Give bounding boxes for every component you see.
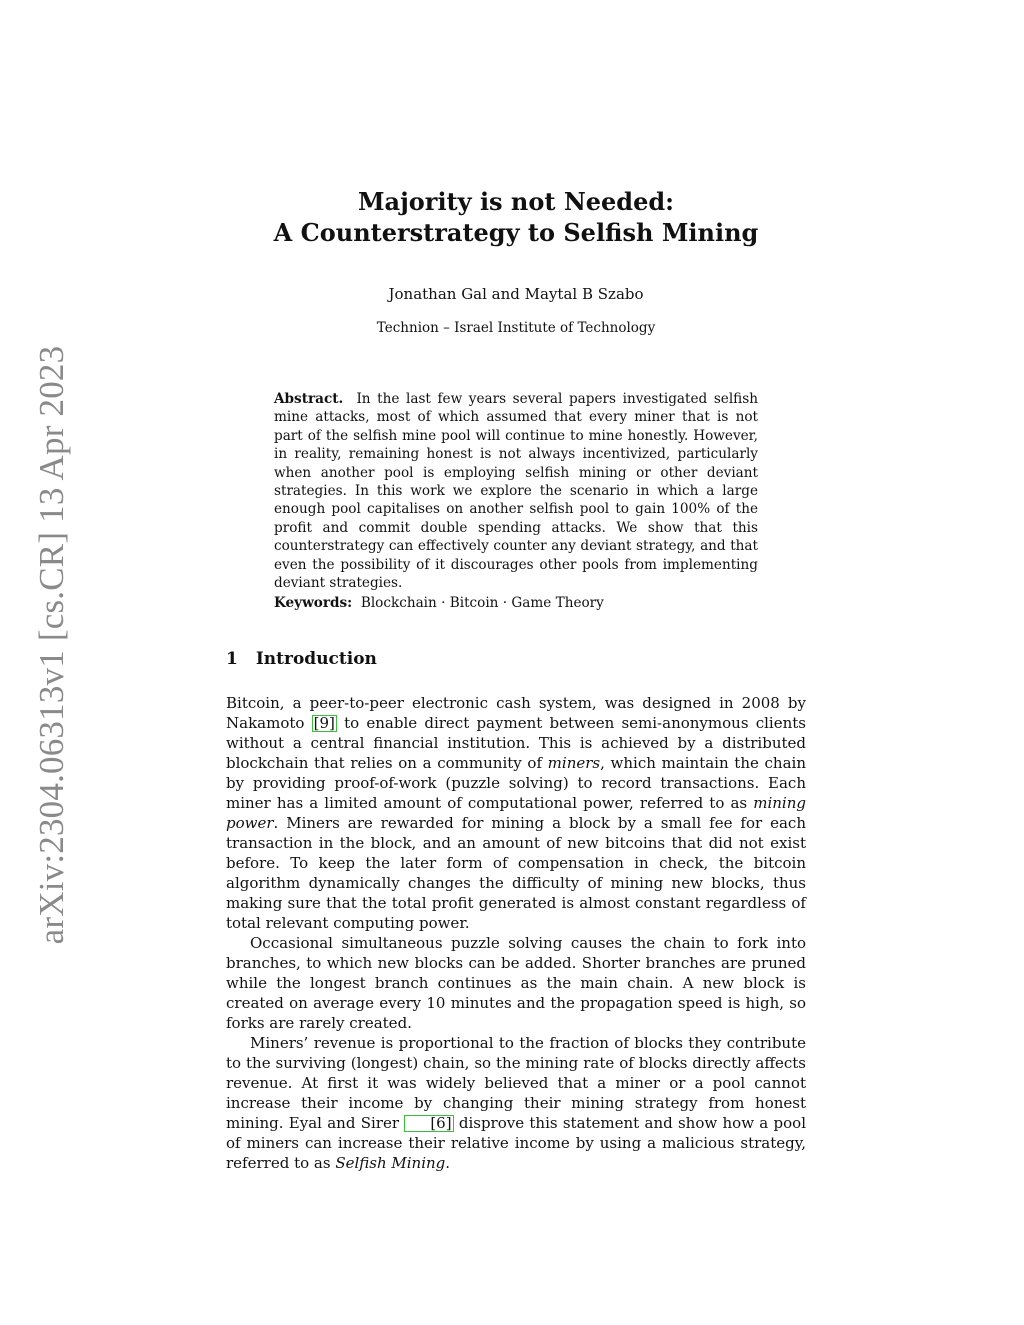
p3-text-a: Miners’ revenue is proportional to the fraction of blocks they contribute to the surviving (longest) chain, so the mining rate of blocks directly affects revenue. At first it was widely believed that a miner or a pool cannot increase their income by changing their mining strategy from honest mining. Eyal and Sirer xyxy=(226,1034,806,1132)
p1-text-a: Bitcoin, a peer-to-peer electronic cash system, was designed in 2008 by Nakamoto xyxy=(226,694,806,732)
title-line-1: Majority is not Needed: xyxy=(357,187,674,216)
p3-emphasis-selfish-mining: Selfish Mining xyxy=(335,1154,446,1172)
p3-text-b: disprove this statement and show how a pool of miners can increase their relative income by using a malicious strategy, referred to as xyxy=(226,1114,806,1172)
section-number: 1 xyxy=(226,649,238,669)
p3-text-c: . xyxy=(445,1154,451,1172)
section-heading-introduction xyxy=(226,649,377,669)
p1-emphasis-miners: miners xyxy=(547,754,601,772)
p1-emphasis-mining-power: mining power xyxy=(226,794,806,832)
paragraph-3 xyxy=(226,1033,806,1173)
paragraph-1 xyxy=(226,693,806,933)
citation-link-6[interactable]: [6] xyxy=(404,1115,453,1132)
p1-text-c: , which maintain the chain by providing proof-of-work (puzzle solving) to record transactions. Each miner has a limited amount of computational power, referred to as xyxy=(226,754,806,812)
abstract-text: In the last few years several papers investigated selfish mine attacks, most of which assumed that every miner that is not part of the selfish mine pool will continue to mine honestly. However, in reality, remaining honest is not always incentivized, particularly when another pool is employing selfish mining or other deviant strategies. In this work we explore the scenario in which a large enough pool capitalises on another selfish pool to gain 100% of the profit and commit double spending attacks. We show that this counterstrategy can effectively counter any deviant strategy, and that even the possibility of it discourages other pools from implementing deviant strategies. xyxy=(274,391,758,592)
paper-title xyxy=(226,186,806,248)
arxiv-side-stamp: arXiv:2304.06313v1 [cs.CR] 13 Apr 2023 xyxy=(32,345,71,945)
citation-link-9[interactable]: [9] xyxy=(313,714,335,732)
abstract xyxy=(274,390,758,592)
paragraph-2: Occasional simultaneous puzzle solving causes the chain to fork into branches, to which new blocks can be added. Shorter branches are pruned while the longest branch continues as the main chain. A new block is created on average every 10 minutes and the propagation speed is high, so forks are rarely created. xyxy=(226,934,806,1032)
keywords xyxy=(274,594,758,612)
affiliation: Technion – Israel Institute of Technology xyxy=(376,320,656,336)
section-title: Introduction xyxy=(255,649,377,669)
introduction-body xyxy=(226,693,806,1173)
p1-text-b: to enable direct payment between semi-anonymous clients without a central financial institution. This is achieved by a distributed blockchain that relies on a community of xyxy=(226,714,806,772)
keywords-text: Blockchain · Bitcoin · Game Theory xyxy=(360,595,604,611)
title-line-2: A Counterstrategy to Selfish Mining xyxy=(273,218,759,247)
p1-text-d: . Miners are rewarded for mining a block by a small fee for each transaction in the block, and an amount of new bitcoins that did not exist before. To keep the later form of compensation in check, the bitcoin algorithm dynamically changes the difficulty of mining new blocks, thus making sure that the total profit generated is almost constant regardless of total relevant computing power. xyxy=(226,814,806,932)
keywords-label: Keywords: xyxy=(274,595,353,611)
abstract-label: Abstract. xyxy=(274,391,344,407)
authors: Jonathan Gal and Maytal B Szabo xyxy=(388,285,644,303)
